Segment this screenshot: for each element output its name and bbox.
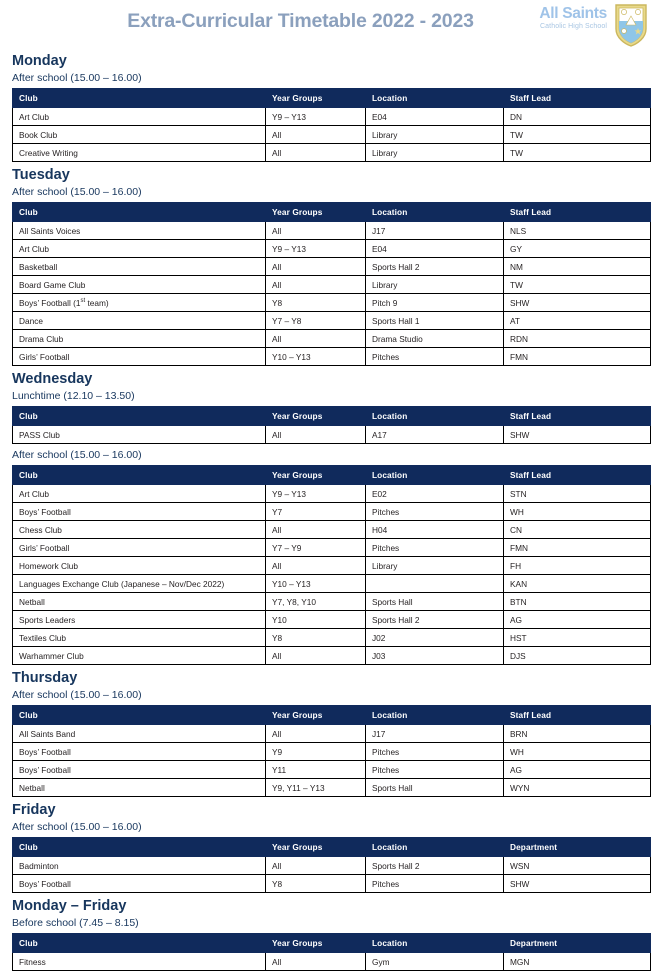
table-cell: Y7, Y8, Y10 xyxy=(266,593,366,611)
table-header-row xyxy=(13,466,651,485)
table-cell: All xyxy=(266,144,366,162)
table-cell: FMN xyxy=(504,348,651,366)
timetable-table xyxy=(12,705,651,797)
table-cell: Pitches xyxy=(366,761,504,779)
table-row xyxy=(13,348,651,366)
table-cell: All Saints Voices xyxy=(13,222,266,240)
school-crest-icon xyxy=(613,3,649,47)
table-cell: BTN xyxy=(504,593,651,611)
table-cell: Boys’ Football xyxy=(13,761,266,779)
table-cell: All xyxy=(266,276,366,294)
table-cell: Y8 xyxy=(266,294,366,312)
table-cell: Y9 – Y13 xyxy=(266,108,366,126)
table-cell: BRN xyxy=(504,725,651,743)
table-row xyxy=(13,222,651,240)
table-row xyxy=(13,294,651,312)
table-cell: Pitches xyxy=(366,875,504,893)
table-row xyxy=(13,575,651,593)
table-row xyxy=(13,108,651,126)
table-cell: Library xyxy=(366,557,504,575)
timetable-table xyxy=(12,406,651,444)
table-cell: Y8 xyxy=(266,875,366,893)
school-name: All Saints xyxy=(539,5,607,22)
timetable-table xyxy=(12,837,651,893)
table-cell: All xyxy=(266,126,366,144)
table-cell: Sports Hall xyxy=(366,779,504,797)
table-cell: J03 xyxy=(366,647,504,665)
table-header-row xyxy=(13,706,651,725)
table-cell: All xyxy=(266,725,366,743)
column-header: Year Groups xyxy=(266,407,366,426)
table-cell: FMN xyxy=(504,539,651,557)
timetable-table xyxy=(12,933,651,971)
column-header: Year Groups xyxy=(266,203,366,222)
table-cell: E04 xyxy=(366,108,504,126)
table-cell: CN xyxy=(504,521,651,539)
table-cell: Boys’ Football xyxy=(13,743,266,761)
table-row xyxy=(13,779,651,797)
table-cell: SHW xyxy=(504,294,651,312)
column-header: Year Groups xyxy=(266,706,366,725)
table-cell: Warhammer Club xyxy=(13,647,266,665)
table-cell: All xyxy=(266,330,366,348)
column-header: Department xyxy=(504,934,651,953)
table-cell: Creative Writing xyxy=(13,144,266,162)
table-cell: AT xyxy=(504,312,651,330)
table-cell: GY xyxy=(504,240,651,258)
table-cell: SHW xyxy=(504,875,651,893)
table-cell: TW xyxy=(504,144,651,162)
table-cell: Boys’ Football xyxy=(13,875,266,893)
day-heading: Tuesday xyxy=(12,167,70,183)
table-header-row xyxy=(13,407,651,426)
table-cell: Sports Hall 2 xyxy=(366,857,504,875)
table-cell: MGN xyxy=(504,953,651,971)
table-cell: Basketball xyxy=(13,258,266,276)
timetable-table xyxy=(12,465,651,665)
table-cell: Y11 xyxy=(266,761,366,779)
table-cell: PASS Club xyxy=(13,426,266,444)
school-logo xyxy=(511,3,653,47)
table-cell: Dance xyxy=(13,312,266,330)
timetable-body xyxy=(0,52,661,971)
table-cell: NM xyxy=(504,258,651,276)
table-cell: All Saints Band xyxy=(13,725,266,743)
school-logo-text xyxy=(511,6,607,31)
day-block xyxy=(0,52,661,162)
table-cell: Languages Exchange Club (Japanese – Nov/Dec 2022) xyxy=(13,575,266,593)
column-header: Location xyxy=(366,706,504,725)
table-cell: Gym xyxy=(366,953,504,971)
day-block xyxy=(0,801,661,893)
table-cell: AG xyxy=(504,761,651,779)
column-header: Location xyxy=(366,407,504,426)
table-row xyxy=(13,312,651,330)
table-cell: Netball xyxy=(13,779,266,797)
column-header: Staff Lead xyxy=(504,706,651,725)
table-cell: Library xyxy=(366,276,504,294)
session-heading: After school (15.00 – 16.00) xyxy=(12,72,142,84)
table-row xyxy=(13,875,651,893)
table-cell: Y10 xyxy=(266,611,366,629)
table-cell: Sports Leaders xyxy=(13,611,266,629)
table-cell: All xyxy=(266,521,366,539)
table-cell: Girls’ Football xyxy=(13,539,266,557)
column-header: Club xyxy=(13,466,266,485)
table-cell: Y7 – Y8 xyxy=(266,312,366,330)
column-header: Staff Lead xyxy=(504,203,651,222)
table-cell: Netball xyxy=(13,593,266,611)
table-row xyxy=(13,503,651,521)
table-row xyxy=(13,953,651,971)
column-header: Year Groups xyxy=(266,89,366,108)
table-row xyxy=(13,485,651,503)
day-heading: Monday xyxy=(12,53,67,69)
table-cell: Boys’ Football (1st team) xyxy=(13,294,266,312)
column-header: Year Groups xyxy=(266,934,366,953)
table-row xyxy=(13,557,651,575)
column-header: Club xyxy=(13,706,266,725)
column-header: Club xyxy=(13,89,266,108)
timetable-table xyxy=(12,202,651,366)
table-cell: Homework Club xyxy=(13,557,266,575)
page-title: Extra-Curricular Timetable 2022 - 2023 xyxy=(127,10,474,32)
day-block xyxy=(0,669,661,797)
day-heading: Monday – Friday xyxy=(12,898,127,914)
table-cell: Pitches xyxy=(366,348,504,366)
column-header: Club xyxy=(13,203,266,222)
table-cell: Y9 xyxy=(266,743,366,761)
table-cell: Library xyxy=(366,126,504,144)
column-header: Club xyxy=(13,838,266,857)
table-cell: Sports Hall 2 xyxy=(366,611,504,629)
column-header: Club xyxy=(13,407,266,426)
table-cell: AG xyxy=(504,611,651,629)
table-row xyxy=(13,426,651,444)
table-cell: J17 xyxy=(366,725,504,743)
table-row xyxy=(13,330,651,348)
day-block xyxy=(0,897,661,971)
table-row xyxy=(13,521,651,539)
table-cell: Fitness xyxy=(13,953,266,971)
table-cell: STN xyxy=(504,485,651,503)
table-row xyxy=(13,593,651,611)
table-header-row xyxy=(13,203,651,222)
table-header-row xyxy=(13,838,651,857)
table-cell: TW xyxy=(504,276,651,294)
table-row xyxy=(13,126,651,144)
table-cell: Y10 – Y13 xyxy=(266,348,366,366)
table-row xyxy=(13,647,651,665)
table-cell: WH xyxy=(504,503,651,521)
table-cell: All xyxy=(266,557,366,575)
table-cell: Y9 – Y13 xyxy=(266,485,366,503)
column-header: Location xyxy=(366,838,504,857)
table-row xyxy=(13,743,651,761)
column-header: Staff Lead xyxy=(504,89,651,108)
table-cell: E04 xyxy=(366,240,504,258)
column-header: Location xyxy=(366,466,504,485)
table-cell: H04 xyxy=(366,521,504,539)
table-cell: Pitches xyxy=(366,539,504,557)
table-cell: FH xyxy=(504,557,651,575)
table-cell: Sports Hall xyxy=(366,593,504,611)
table-row xyxy=(13,258,651,276)
table-row xyxy=(13,629,651,647)
column-header: Staff Lead xyxy=(504,466,651,485)
table-cell: Art Club xyxy=(13,485,266,503)
table-cell: Drama Club xyxy=(13,330,266,348)
table-cell: Y9, Y11 – Y13 xyxy=(266,779,366,797)
table-header-row xyxy=(13,934,651,953)
column-header: Year Groups xyxy=(266,466,366,485)
table-cell: Book Club xyxy=(13,126,266,144)
day-block xyxy=(0,370,661,665)
table-cell: WH xyxy=(504,743,651,761)
day-heading: Friday xyxy=(12,802,56,818)
day-heading: Wednesday xyxy=(12,371,93,387)
table-cell: RDN xyxy=(504,330,651,348)
column-header: Location xyxy=(366,89,504,108)
session-heading: Before school (7.45 – 8.15) xyxy=(12,917,139,929)
column-header: Staff Lead xyxy=(504,407,651,426)
column-header: Year Groups xyxy=(266,838,366,857)
document-header xyxy=(0,0,661,48)
table-cell: Y8 xyxy=(266,629,366,647)
table-cell: Badminton xyxy=(13,857,266,875)
table-cell: Y7 – Y9 xyxy=(266,539,366,557)
table-cell: SHW xyxy=(504,426,651,444)
table-cell: Girls’ Football xyxy=(13,348,266,366)
table-cell: Textiles Club xyxy=(13,629,266,647)
table-row xyxy=(13,144,651,162)
session-heading: Lunchtime (12.10 – 13.50) xyxy=(12,390,135,402)
table-cell: KAN xyxy=(504,575,651,593)
table-cell: Boys’ Football xyxy=(13,503,266,521)
table-cell: WYN xyxy=(504,779,651,797)
table-row xyxy=(13,725,651,743)
table-header-row xyxy=(13,89,651,108)
table-cell: HST xyxy=(504,629,651,647)
table-cell: Art Club xyxy=(13,240,266,258)
table-cell: Y10 – Y13 xyxy=(266,575,366,593)
table-cell: Chess Club xyxy=(13,521,266,539)
table-cell: NLS xyxy=(504,222,651,240)
table-cell: Y7 xyxy=(266,503,366,521)
table-cell: Sports Hall 2 xyxy=(366,258,504,276)
table-cell: Art Club xyxy=(13,108,266,126)
table-row xyxy=(13,539,651,557)
table-cell: Pitches xyxy=(366,743,504,761)
timetable-table xyxy=(12,88,651,162)
table-cell: WSN xyxy=(504,857,651,875)
school-subtitle: Catholic High School xyxy=(540,23,607,30)
table-row xyxy=(13,276,651,294)
table-cell: All xyxy=(266,953,366,971)
table-row xyxy=(13,611,651,629)
table-cell xyxy=(366,575,504,593)
table-cell: DN xyxy=(504,108,651,126)
table-cell: All xyxy=(266,222,366,240)
table-cell: All xyxy=(266,647,366,665)
table-cell: Pitches xyxy=(366,503,504,521)
table-cell: Board Game Club xyxy=(13,276,266,294)
table-row xyxy=(13,240,651,258)
session-heading: After school (15.00 – 16.00) xyxy=(12,689,142,701)
day-heading: Thursday xyxy=(12,670,78,686)
table-cell: A17 xyxy=(366,426,504,444)
column-header: Location xyxy=(366,934,504,953)
table-cell: All xyxy=(266,857,366,875)
column-header: Department xyxy=(504,838,651,857)
table-cell: Y9 – Y13 xyxy=(266,240,366,258)
table-row xyxy=(13,761,651,779)
table-cell: DJS xyxy=(504,647,651,665)
table-row xyxy=(13,857,651,875)
table-cell: Pitch 9 xyxy=(366,294,504,312)
table-cell: Library xyxy=(366,144,504,162)
table-cell: All xyxy=(266,426,366,444)
column-header: Location xyxy=(366,203,504,222)
table-cell: Drama Studio xyxy=(366,330,504,348)
session-heading: After school (15.00 – 16.00) xyxy=(12,821,142,833)
table-cell: E02 xyxy=(366,485,504,503)
table-cell: Sports Hall 1 xyxy=(366,312,504,330)
table-cell: J17 xyxy=(366,222,504,240)
column-header: Club xyxy=(13,934,266,953)
session-heading: After school (15.00 – 16.00) xyxy=(12,449,142,461)
day-block xyxy=(0,166,661,366)
table-cell: TW xyxy=(504,126,651,144)
session-heading: After school (15.00 – 16.00) xyxy=(12,186,142,198)
table-cell: All xyxy=(266,258,366,276)
table-cell: J02 xyxy=(366,629,504,647)
